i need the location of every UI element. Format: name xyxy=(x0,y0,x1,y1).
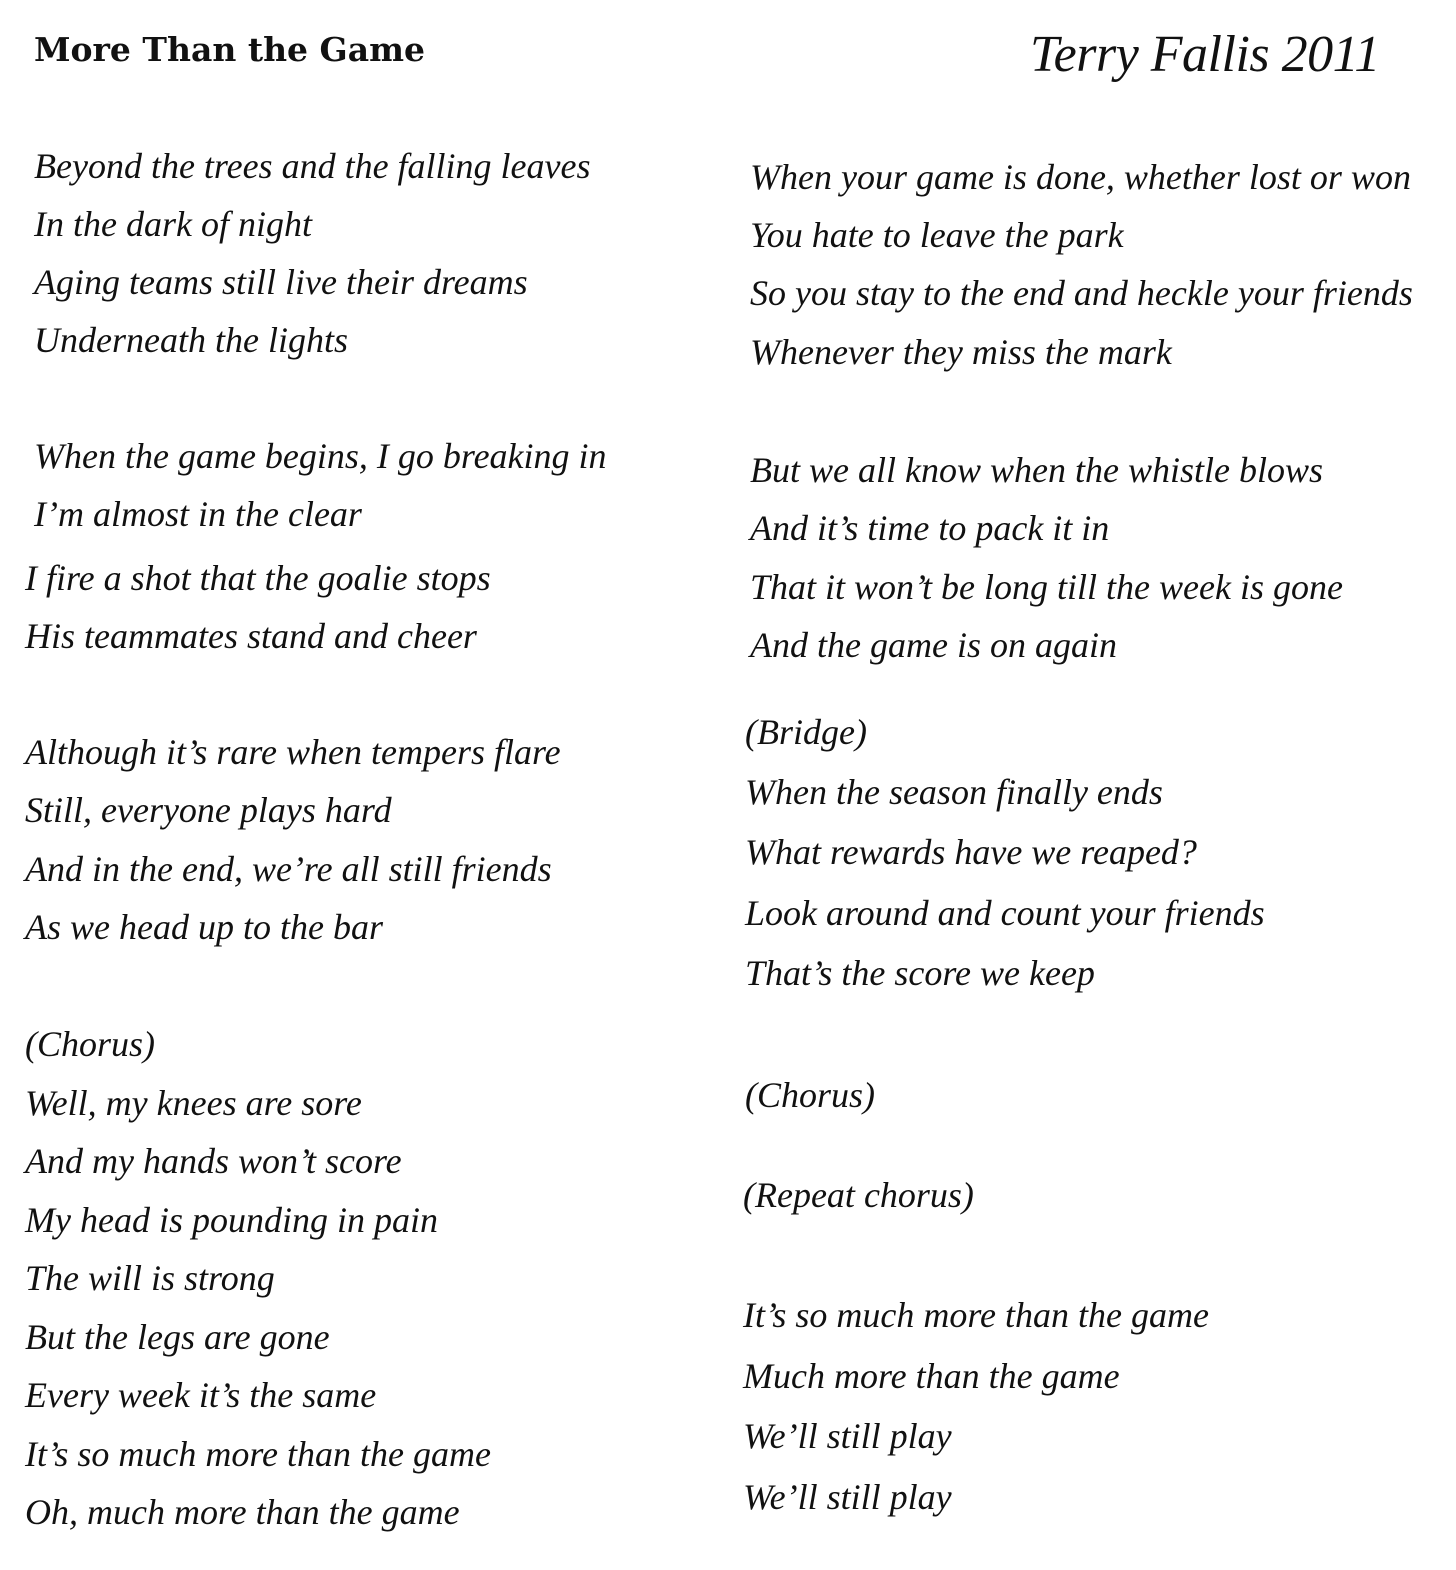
lyric-line: Every week it’s the same xyxy=(25,1375,377,1415)
section-label-chorus: (Chorus) xyxy=(25,1024,156,1064)
lyric-line: In the dark of night xyxy=(34,204,312,244)
lyric-line: Much more than the game xyxy=(743,1356,1120,1396)
lyric-line: My head is pounding in pain xyxy=(25,1200,438,1240)
lyric-line: Still, everyone plays hard xyxy=(25,790,392,830)
lyric-line: We’ll still play xyxy=(743,1477,952,1517)
lyric-line: It’s so much more than the game xyxy=(743,1295,1209,1335)
lyric-line: I’m almost in the clear xyxy=(34,494,362,534)
lyric-line: When your game is done, whether lost or won xyxy=(750,157,1411,197)
lyric-line: And my hands won’t score xyxy=(25,1141,402,1181)
lyric-line: Beyond the trees and the falling leaves xyxy=(34,146,591,186)
lyric-line: That’s the score we keep xyxy=(745,953,1095,993)
section-label-chorus: (Chorus) xyxy=(745,1075,876,1115)
song-title: More Than the Game xyxy=(34,30,426,69)
lyric-line: But we all know when the whistle blows xyxy=(750,450,1323,490)
lyric-line: When the game begins, I go breaking in xyxy=(34,436,607,476)
lyric-line: Look around and count your friends xyxy=(745,893,1265,933)
lyric-line: Underneath the lights xyxy=(34,320,348,360)
lyric-line: Although it’s rare when tempers flare xyxy=(25,732,561,772)
lyric-line: And in the end, we’re all still friends xyxy=(25,849,552,889)
lyric-line: The will is strong xyxy=(25,1258,275,1298)
lyric-line: But the legs are gone xyxy=(25,1317,330,1357)
lyric-line: When the season finally ends xyxy=(745,772,1163,812)
lyric-line: Oh, much more than the game xyxy=(25,1492,460,1532)
lyric-line: Whenever they miss the mark xyxy=(750,332,1172,372)
author-year: Terry Fallis 2011 xyxy=(1030,26,1380,83)
section-label-bridge: (Bridge) xyxy=(745,712,867,752)
lyric-line: Aging teams still live their dreams xyxy=(34,262,528,302)
lyric-line: It’s so much more than the game xyxy=(25,1434,491,1474)
lyric-line: What rewards have we reaped? xyxy=(745,832,1197,872)
section-label-repeat-chorus: (Repeat chorus) xyxy=(743,1175,974,1215)
lyric-line: That it won’t be long till the week is gone xyxy=(750,567,1343,607)
lyric-line: As we head up to the bar xyxy=(25,907,383,947)
lyric-line: Well, my knees are sore xyxy=(25,1083,362,1123)
lyric-line: We’ll still play xyxy=(743,1416,952,1456)
lyric-line: You hate to leave the park xyxy=(750,215,1124,255)
lyric-line: And it’s time to pack it in xyxy=(750,508,1110,548)
lyric-line: His teammates stand and cheer xyxy=(25,616,477,656)
lyric-line: I fire a shot that the goalie stops xyxy=(25,558,491,598)
lyric-line: So you stay to the end and heckle your friends xyxy=(750,273,1413,313)
lyric-line: And the game is on again xyxy=(750,625,1117,665)
